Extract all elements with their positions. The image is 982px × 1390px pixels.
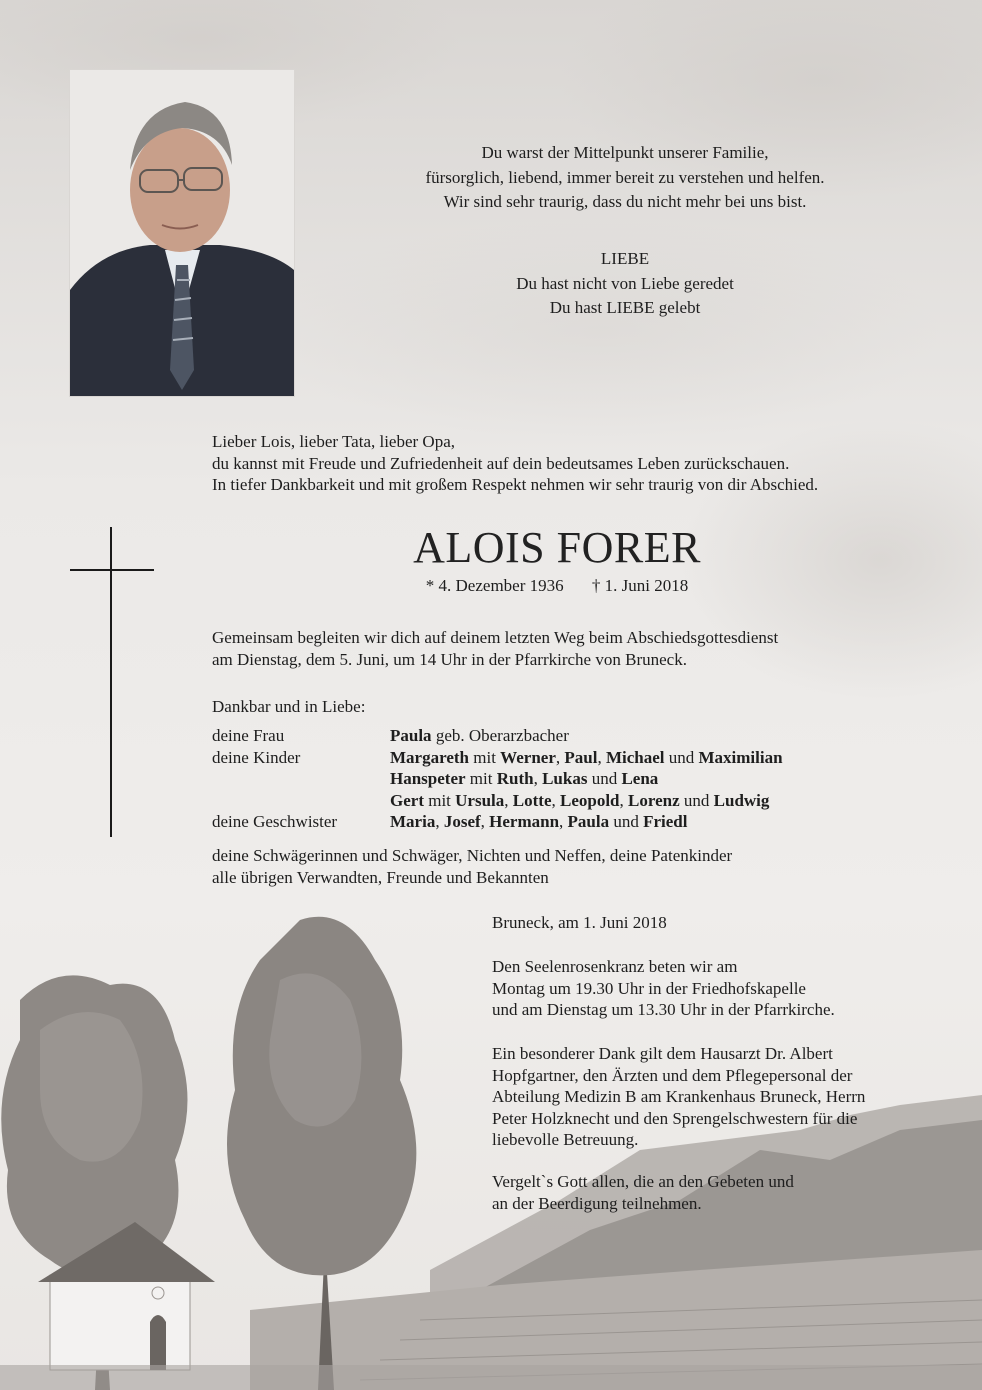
death-date: † 1. Juni 2018 xyxy=(591,576,689,595)
service-info xyxy=(212,627,778,670)
cross-icon-vertical xyxy=(110,527,112,837)
family-names: Paula geb. Oberarzbacher xyxy=(390,726,569,745)
rosary-info xyxy=(492,956,835,1021)
closing-note xyxy=(492,1171,794,1214)
relation-label: deine Geschwister xyxy=(212,812,338,831)
family-names: Margareth mit Werner, Paul, Michael und Maximilian xyxy=(390,747,783,767)
address-line: In tiefer Dankbarkeit und mit großem Respekt nehmen wir sehr traurig von dir Abschied. xyxy=(212,475,819,494)
gratitude-line: Ein besonderer Dank gilt dem Hausarzt Dr. Albert xyxy=(492,1044,833,1063)
service-line: am Dienstag, dem 5. Juni, um 14 Uhr in der Pfarrkirche von Bruneck. xyxy=(212,649,687,669)
birth-date: * 4. Dezember 1936 xyxy=(425,576,564,595)
family-row xyxy=(212,811,783,833)
cross-icon-horizontal xyxy=(70,569,154,571)
quote-line: Du warst der Mittelpunkt unserer Familie, xyxy=(481,143,769,162)
gratitude-line: Peter Holzknecht und den Sprengelschwestern für die xyxy=(492,1108,858,1128)
quote-line: Wir sind sehr traurig, dass du nicht mehr bei uns bist. xyxy=(443,192,807,211)
gratitude-line: Abteilung Medizin B am Krankenhaus Bruneck, Herrn xyxy=(492,1087,866,1106)
rosary-line: Den Seelenrosenkranz beten wir am xyxy=(492,957,738,976)
deceased-name: ALOIS FORER xyxy=(413,523,701,572)
thanks-intro: Dankbar und in Liebe: xyxy=(212,697,366,716)
relatives xyxy=(212,845,732,888)
closing-line: an der Beerdigung teilnehmen. xyxy=(492,1193,702,1213)
liebe-verse xyxy=(380,247,870,321)
family-row xyxy=(212,725,783,747)
personal-address xyxy=(212,431,818,496)
family-row xyxy=(212,768,783,790)
liebe-line: Du hast LIEBE gelebt xyxy=(549,298,701,317)
family-names: Gert mit Ursula, Lotte, Leopold, Lorenz und Ludwig xyxy=(390,790,770,810)
life-dates xyxy=(212,576,902,596)
gratitude-line: Hopfgartner, den Ärzten und dem Pflegepersonal der xyxy=(492,1065,853,1085)
relatives-line: alle übrigen Verwandten, Freunde und Bekannten xyxy=(212,867,549,887)
family-names: Maria, Josef, Hermann, Paula und Friedl xyxy=(390,812,688,831)
address-line: du kannst mit Freude und Zufriedenheit auf dein bedeutsames Leben zurückschauen. xyxy=(212,453,790,473)
rosary-line: und am Dienstag um 13.30 Uhr in der Pfarrkirche. xyxy=(492,1000,835,1019)
family-row xyxy=(212,790,783,812)
portrait-photo xyxy=(70,70,294,396)
relatives-line: deine Schwägerinnen und Schwäger, Nichten und Neffen, deine Patenkinder xyxy=(212,846,733,865)
gratitude-line: liebevolle Betreuung. xyxy=(492,1130,639,1149)
family-list xyxy=(212,725,783,833)
relation-label: deine Kinder xyxy=(212,747,301,767)
relation-label: deine Frau xyxy=(212,726,285,745)
opening-quote xyxy=(330,141,920,215)
family-names: Hanspeter mit Ruth, Lukas und Lena xyxy=(390,769,659,788)
address-line: Lieber Lois, lieber Tata, lieber Opa, xyxy=(212,432,456,451)
service-line: Gemeinsam begleiten wir dich auf deinem letzten Weg beim Abschiedsgottesdienst xyxy=(212,628,779,647)
quote-line: fürsorglich, liebend, immer bereit zu verstehen und helfen. xyxy=(425,167,825,187)
liebe-line: Du hast nicht von Liebe geredet xyxy=(516,273,734,293)
place-date: Bruneck, am 1. Juni 2018 xyxy=(492,913,667,932)
closing-line: Vergelt`s Gott allen, die an den Gebeten und xyxy=(492,1172,794,1191)
family-row xyxy=(212,747,783,769)
rosary-line: Montag um 19.30 Uhr in der Friedhofskapelle xyxy=(492,978,806,998)
gratitude-note xyxy=(492,1043,865,1151)
liebe-line: LIEBE xyxy=(600,249,650,268)
